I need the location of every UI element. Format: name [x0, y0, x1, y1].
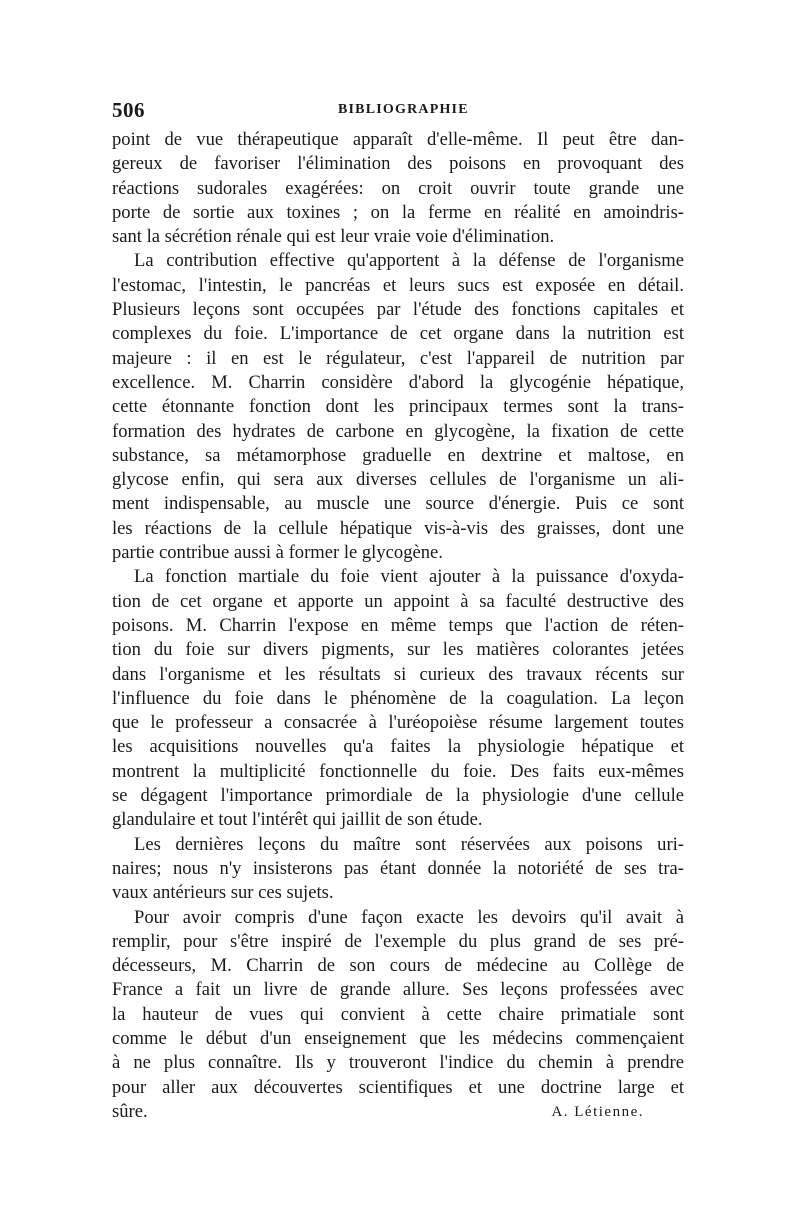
body-text	[112, 128, 684, 1124]
text-line: La fonction martiale du foie vient ajouter à la puissance d'oxyda-	[134, 566, 684, 588]
text-line: sant la sécrétion rénale qui est leur vraie voie d'élimination.	[112, 226, 555, 248]
text-line: cette étonnante fonction dont les principaux termes sont la trans-	[112, 396, 684, 418]
text-line: vaux antérieurs sur ces sujets.	[112, 882, 334, 904]
page-number: 506	[112, 98, 145, 122]
text-line: montrent la multiplicité fonctionnelle du foie. Des faits eux-mêmes	[112, 760, 684, 782]
text-line: Pour avoir compris d'une façon exacte les devoirs qu'il avait à	[134, 906, 684, 928]
text-line: complexes du foie. L'importance de cet organe dans la nutrition est	[112, 323, 684, 345]
text-line: Plusieurs leçons sont occupées par l'étude des fonctions capitales et	[112, 299, 684, 321]
text-line: se dégagent l'importance primordiale de la physiologie d'une cellule	[112, 785, 684, 807]
text-line: gereux de favoriser l'élimination des poisons en provoquant des	[112, 153, 684, 175]
text-line: excellence. M. Charrin considère d'abord la glycogénie hépatique,	[112, 371, 684, 393]
text-line: glandulaire et tout l'intérêt qui jaillit de son étude.	[112, 809, 483, 831]
text-line: les acquisitions nouvelles qu'a faites la physiologie hépatique et	[112, 736, 684, 758]
text-line: pour aller aux découvertes scientifiques et une doctrine large et	[112, 1076, 684, 1098]
paragraph	[112, 128, 684, 249]
text-line: décesseurs, M. Charrin de son cours de médecine au Collège de	[112, 955, 684, 977]
text-line: Les dernières leçons du maître sont réservées aux poisons uri-	[134, 833, 684, 855]
running-head: BIBLIOGRAPHIE	[338, 102, 469, 117]
page-header	[112, 98, 692, 124]
closing-line	[112, 1100, 684, 1124]
paragraph	[112, 249, 684, 565]
text-line: poisons. M. Charrin l'expose en même temps que l'action de réten-	[112, 614, 684, 636]
text-line: formation des hydrates de carbone en glycogène, la fixation de cette	[112, 420, 684, 442]
text-line: substance, sa métamorphose graduelle en dextrine et maltose, en	[112, 444, 684, 466]
text-line: les réactions de la cellule hépatique vis-à-vis des graisses, dont une	[112, 517, 684, 539]
author-signature: A. Létienne.	[551, 1103, 644, 1120]
paragraph	[112, 906, 684, 1100]
text-line: tion du foie sur divers pigments, sur les matières colorantes jetées	[112, 639, 684, 661]
paragraph	[112, 833, 684, 906]
text-line: glycose enfin, qui sera aux diverses cellules de l'organisme un ali-	[112, 469, 684, 491]
text-line: naires; nous n'y insisterons pas étant donnée la notoriété de ses tra-	[112, 857, 684, 879]
text-line: partie contribue aussi à former le glycogène.	[112, 542, 443, 564]
text-line: tion de cet organe et apporte un appoint à sa faculté destructive des	[112, 590, 684, 612]
text-line: majeure : il en est le régulateur, c'est l'appareil de nutrition par	[112, 347, 684, 369]
text-line: porte de sortie aux toxines ; on la ferme en réalité en amoindris-	[112, 201, 684, 223]
text-line: comme le début d'un enseignement que les médecins commençaient	[112, 1027, 684, 1049]
paragraph	[112, 565, 684, 832]
text-line: point de vue thérapeutique apparaît d'elle-même. Il peut être dan-	[112, 129, 684, 150]
text-line: à ne plus connaître. Ils y trouveront l'indice du chemin à prendre	[112, 1052, 684, 1074]
text-line: France a fait un livre de grande allure. Ses leçons professées avec	[112, 979, 684, 1001]
text-line: l'estomac, l'intestin, le pancréas et leurs sucs est exposée en détail.	[112, 274, 684, 296]
closing-word: sûre.	[112, 1100, 148, 1122]
text-line: réactions sudorales exagérées: on croit ouvrir toute grande une	[112, 177, 684, 199]
text-line: dans l'organisme et les résultats si curieux des travaux récents sur	[112, 663, 684, 685]
text-line: l'influence du foie dans le phénomène de la coagulation. La leçon	[112, 687, 684, 709]
text-line: la hauteur de vues qui convient à cette chaire primatiale sont	[112, 1003, 684, 1025]
text-line: remplir, pour s'être inspiré de l'exemple du plus grand de ses pré-	[112, 930, 684, 952]
text-line: que le professeur a consacrée à l'uréopoièse résume largement toutes	[112, 712, 684, 734]
text-line: ment indispensable, au muscle une source d'énergie. Puis ce sont	[112, 493, 684, 515]
text-line: La contribution effective qu'apportent à la défense de l'organisme	[134, 250, 684, 272]
